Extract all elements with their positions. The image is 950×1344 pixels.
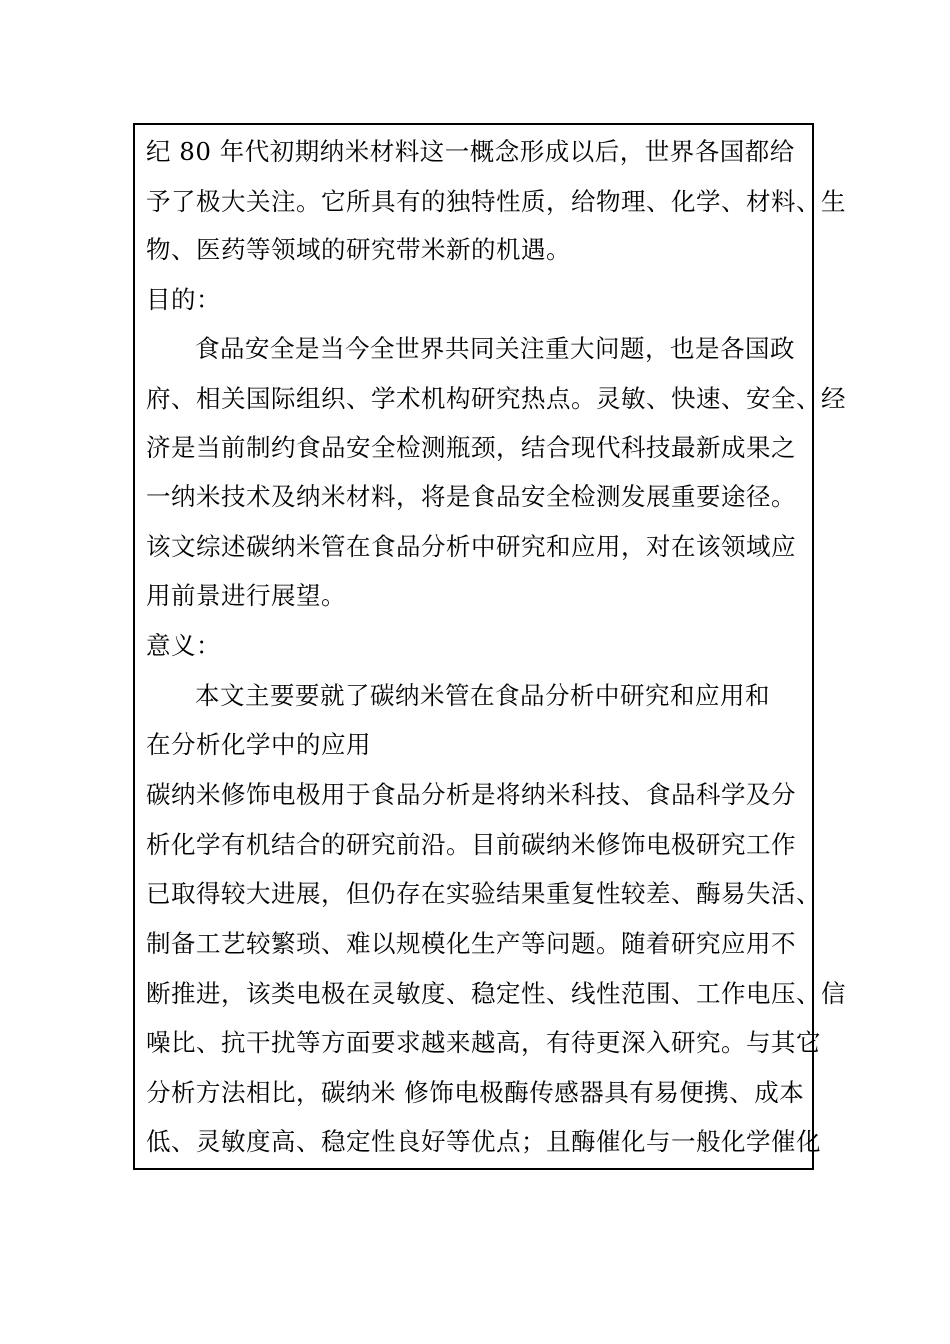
text-line: 食品安全是当今全世界共同关注重大问题，也是各国政 (195, 334, 795, 363)
text-line: 制备工艺较繁琐、难以规模化生产等问题。随着研究应用不 (146, 929, 796, 958)
text-line: 该文综述碳纳米管在食品分析中研究和应用，对在该领域应 (146, 532, 796, 561)
text-line: 用前景进行展望。 (146, 581, 346, 610)
text-line: 分析方法相比，碳纳米 修饰电极酶传感器具有易便携、成本 (146, 1078, 805, 1107)
text-line: 物、医药等领域的研究带米新的机遇。 (146, 235, 571, 264)
text-line: 噪比、抗干扰等方面要求越来越高，有待更深入研究。与其它 (146, 1028, 821, 1057)
text-line: 济是当前制约食品安全检测瓶颈，结合现代科技最新成果之 (146, 433, 796, 462)
text-line: 已取得较大进展，但仍存在实验结果重复性较差、酶易失活、 (146, 879, 821, 908)
text-line: 予了极大关注。它所具有的独特性质，给物理、化学、材料、生 (146, 187, 846, 216)
text-line: 在分析化学中的应用 (146, 730, 371, 759)
text-line: 一纳米技术及纳米材料，将是食品安全检测发展重要途径。 (146, 482, 796, 511)
text-line: 纪 80 年代初期纳米材料这一概念形成以后，世界各国都给 (146, 137, 795, 166)
text-line: 碳纳米修饰电极用于食品分析是将纳米科技、食品科学及分 (146, 780, 796, 809)
section-heading-purpose: 目的： (146, 285, 221, 314)
text-line: 府、相关国际组织、学术机构研究热点。灵敏、快速、安全、经 (146, 384, 846, 413)
text-line: 低、灵敏度高、稳定性良好等优点；且酶催化与一般化学催化 (146, 1127, 821, 1156)
text-line: 本文主要要就了碳纳米管在食品分析中研究和应用和 (195, 681, 770, 710)
section-heading-significance: 意义： (146, 631, 221, 660)
text-line: 析化学有机结合的研究前沿。目前碳纳米修饰电极研究工作 (146, 830, 796, 859)
text-line: 断推进，该类电极在灵敏度、稳定性、线性范围、工作电压、信 (146, 979, 846, 1008)
